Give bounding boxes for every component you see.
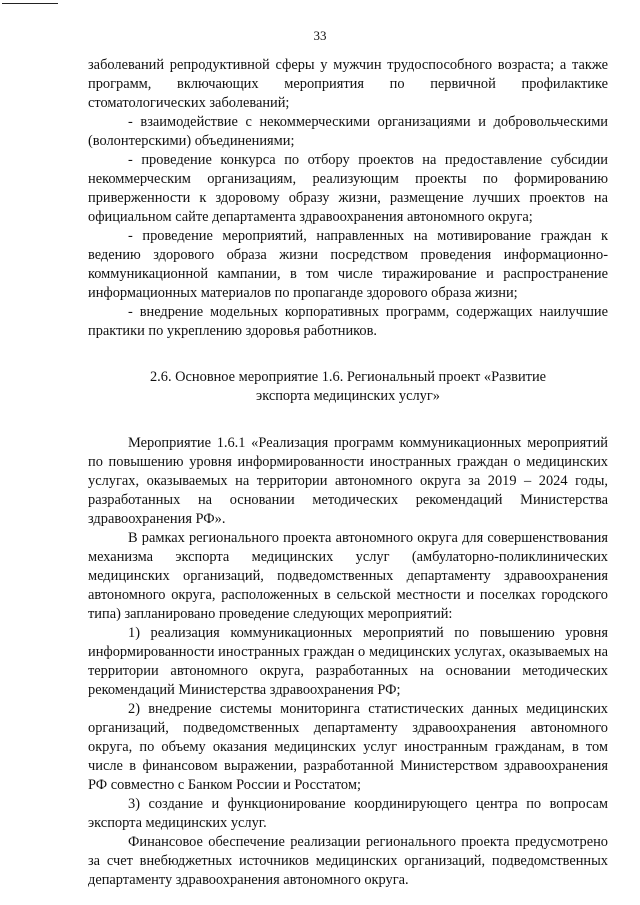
list-item: 3) создание и функционирование координирующего центра по вопросам экспорта медицинских услуг. — [88, 796, 608, 831]
paragraph: заболеваний репродуктивной сферы у мужчин трудоспособного возраста; а также программ, включающих мероприятия по первичной профилактике стоматологических заболеваний; — [88, 57, 608, 111]
paragraph: Мероприятие 1.6.1 «Реализация программ коммуникационных мероприятий по повышению уровня информированности иностранных граждан о медицинских услугах, оказываемых на территории автономного округа за 2019 – 2024 годы, разработанных на основании методических рекомендаций Министерства здравоохранения РФ». — [88, 435, 608, 527]
list-item: 1) реализация коммуникационных мероприятий по повышению уровня информированности иностранных граждан о медицинских услугах, оказываемых на территории автономного округа, разработанных на основании методических рекомендаций Министерства здравоохранения РФ; — [88, 625, 608, 698]
list-item: - проведение конкурса по отбору проектов на предоставление субсидии некоммерческим организациям, реализующим проекты по формированию приверженности к здоровому образу жизни, размещение лучших проектов на официальном сайте департамента здравоохранения автономного округа; — [88, 152, 608, 225]
list-item: - проведение мероприятий, направленных на мотивирование граждан к ведению здорового образа жизни посредством проведения информационно-коммуникационной кампании, в том числе тиражирование и распространение информационных материалов по пропаганде здорового образа жизни; — [88, 228, 608, 301]
corner-line — [2, 3, 58, 4]
page-number: 33 — [313, 28, 327, 43]
section-heading-line1: 2.6. Основное мероприятие 1.6. Региональный проект «Развитие — [149, 369, 547, 385]
paragraph: В рамках регионального проекта автономного округа для совершенствования механизма экспорта медицинских услуг (амбулаторно-поликлинических медицинских организаций, подведомственных департаменту здравоохранения автономного округа, расположенных в сельской местности и поселках городского типа) запланировано проведение следующих мероприятий: — [88, 530, 608, 622]
list-item: - внедрение модельных корпоративных программ, содержащих наилучшие практики по укреплению здоровья работников. — [88, 304, 608, 339]
paragraph: Финансовое обеспечение реализации регионального проекта предусмотрено за счет внебюджетных источников медицинских организаций, подведомственных департаменту здравоохранения автономного округа. — [88, 834, 608, 888]
document-body — [88, 56, 608, 890]
section-heading — [88, 368, 608, 406]
section-heading-line2: экспорта медицинских услуг» — [256, 388, 440, 404]
list-item: - взаимодействие с некоммерческими организациями и добровольческими (волонтерскими) объединениями; — [88, 114, 608, 149]
list-item: 2) внедрение системы мониторинга статистических данных медицинских организаций, подведомственных департаменту здравоохранения автономного округа, по объему оказания медицинских услуг иностранным гражданам, в том числе в финансовом выражении, разработанной Министерством здравоохранения РФ совместно с Банком России и Росстатом; — [88, 701, 608, 793]
